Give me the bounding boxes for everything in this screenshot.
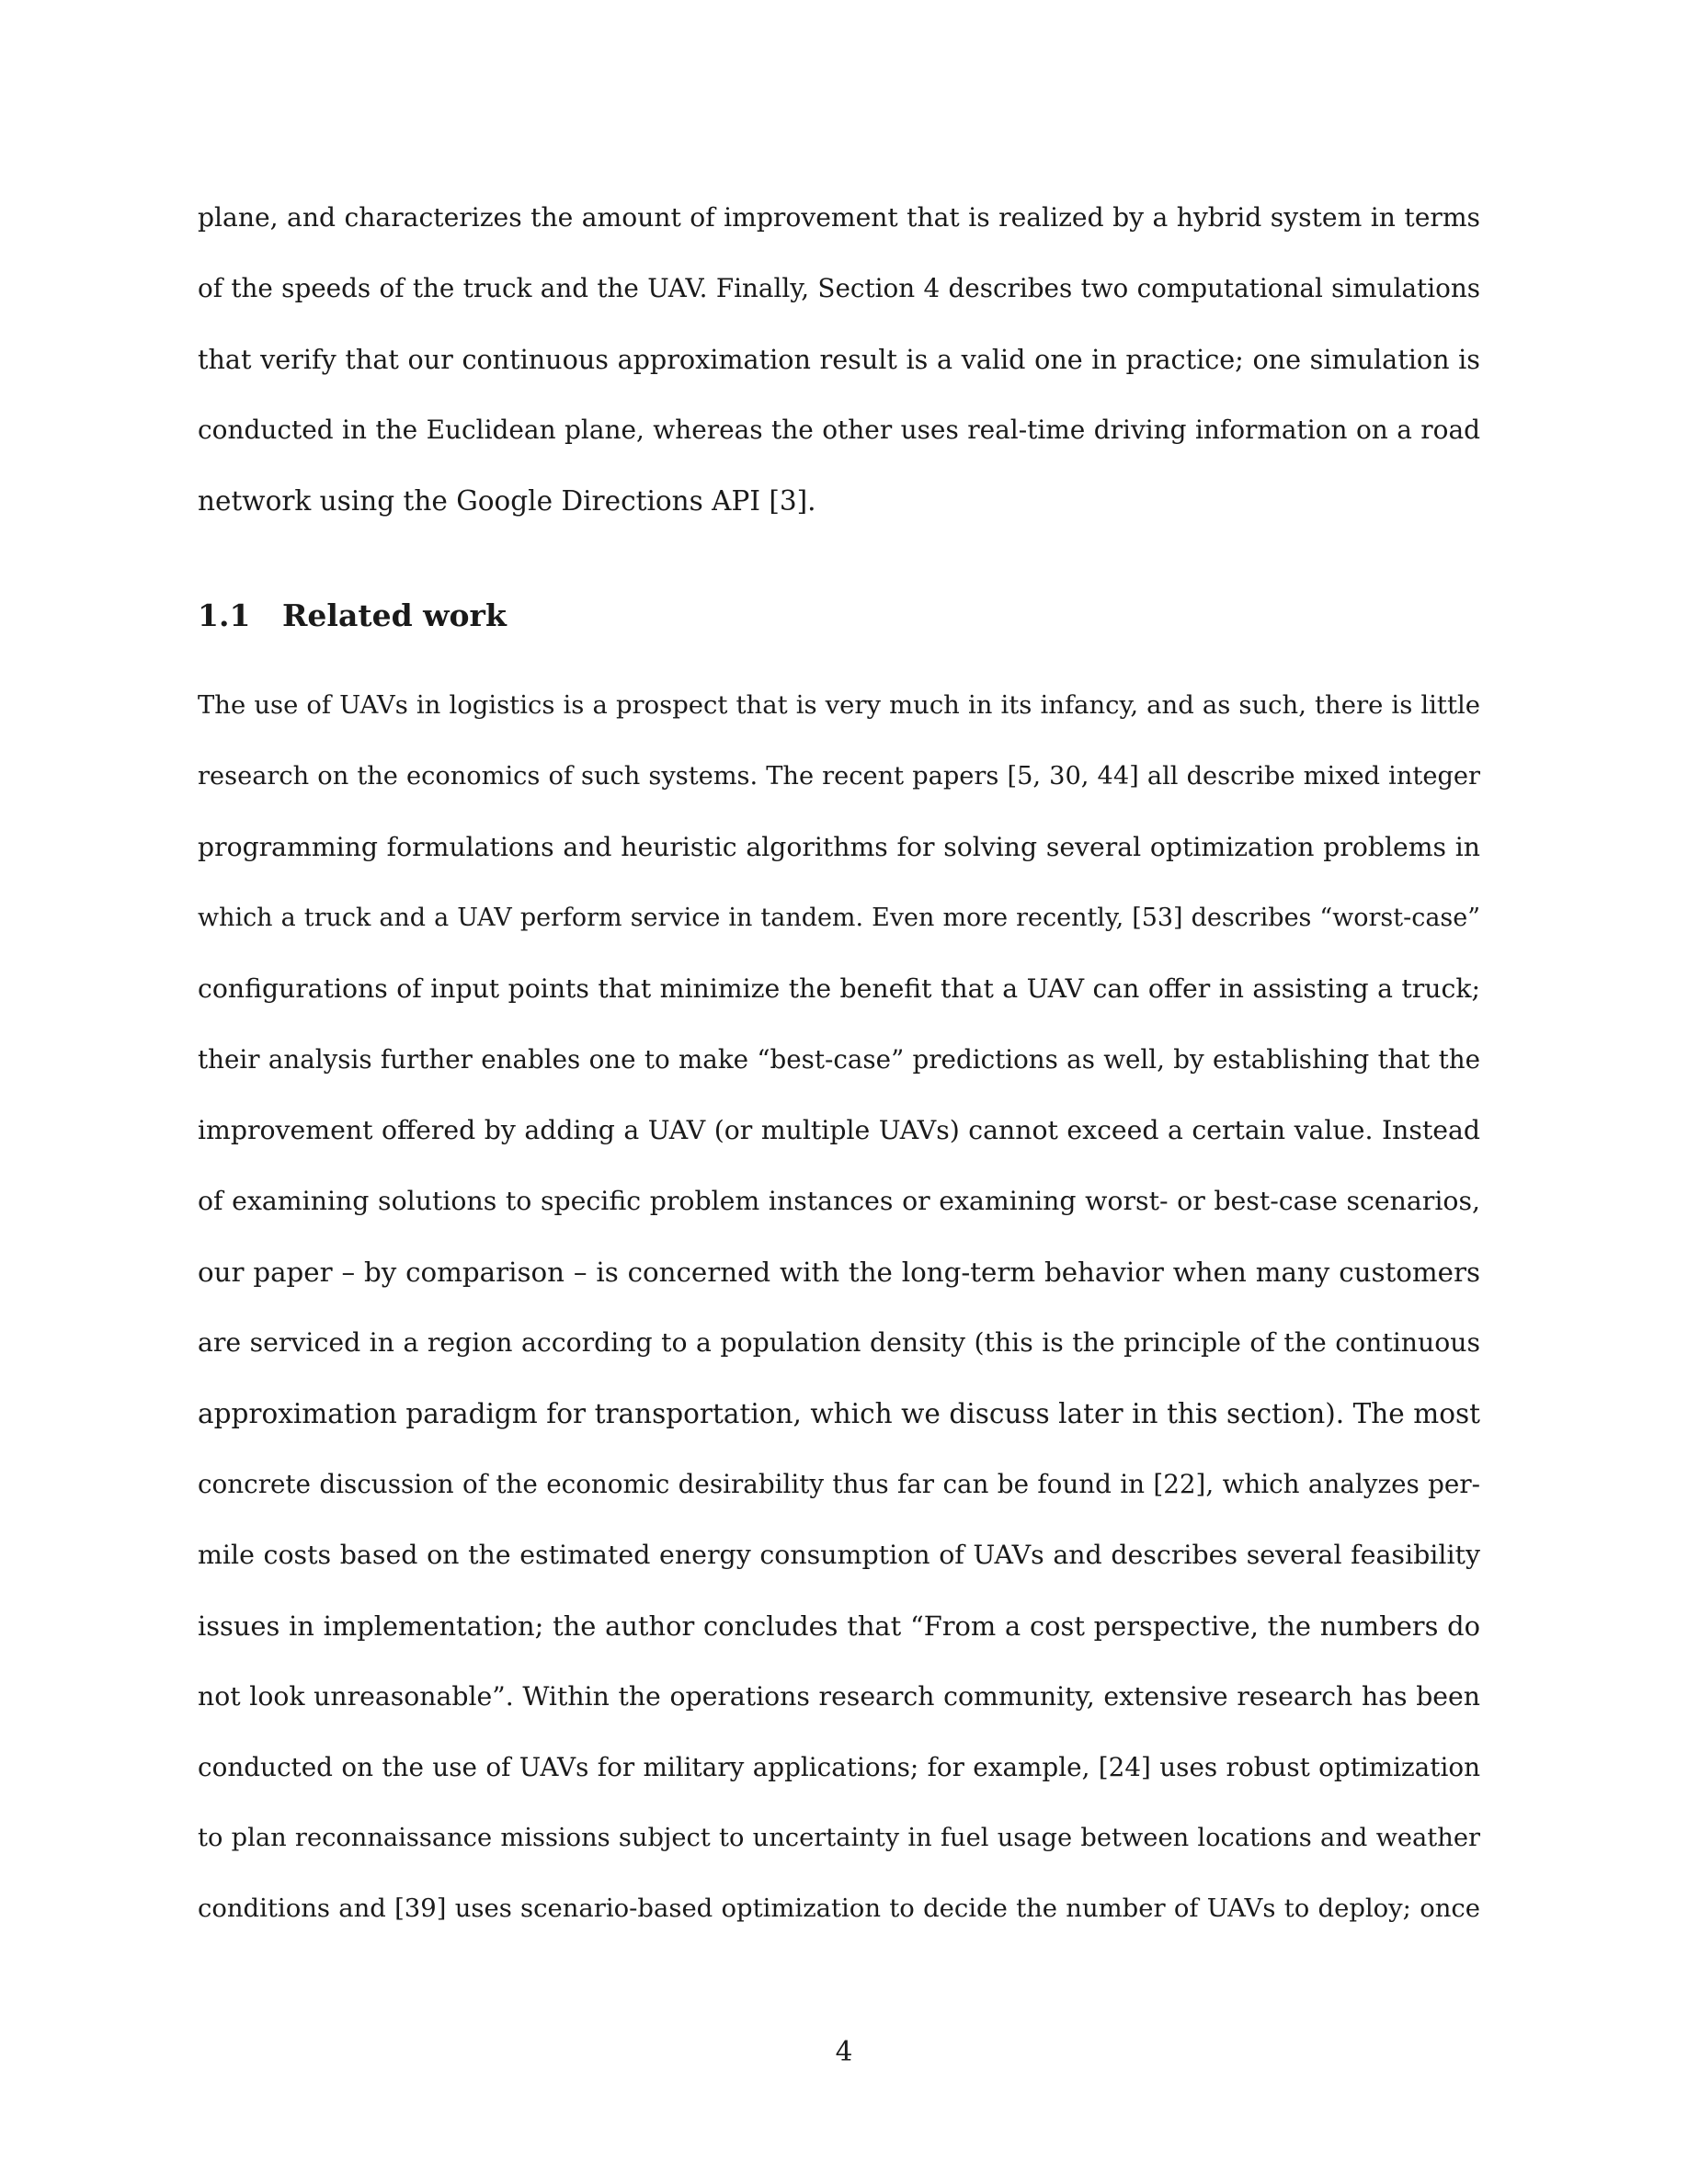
related-line-12: concrete discussion of the economic desirability thus far can be found in [22], which analyzes per- [198,1469,1480,1499]
related-line-4: which a truck and a UAV perform service in tandem. Even more recently, [53] describes “worst-case” [198,904,1480,932]
page-number: 4 [835,2036,853,2067]
related-line-10: are serviced in a region according to a population density (this is the principle of the continuous [198,1327,1480,1358]
section-heading [198,596,507,636]
related-line-16: conducted on the use of UAVs for military applications; for example, [24] uses robust optimization [198,1752,1480,1782]
related-line-13: mile costs based on the estimated energy consumption of UAVs and describes several feasibility [198,1540,1480,1570]
intro-line-1: plane, and characterizes the amount of improvement that is realized by a hybrid system in terms [198,202,1480,233]
related-line-5: configurations of input points that minimize the benefit that a UAV can offer in assisting a truck; [198,973,1480,1004]
related-line-9: our paper – by comparison – is concerned with the long-term behavior when many customers [198,1257,1480,1288]
section-number: 1.1 [198,597,251,633]
related-line-6: their analysis further enables one to make “best-case” predictions as well, by establishing that the [198,1044,1480,1075]
related-line-2: research on the economics of such systems. The recent papers [5, 30, 44] all describe mixed integer [198,762,1480,791]
related-line-15: not look unreasonable”. Within the operations research community, extensive research has been [198,1681,1480,1712]
intro-line-4: conducted in the Euclidean plane, whereas the other uses real-time driving information on a road [198,415,1480,445]
related-line-14: issues in implementation; the author concludes that “From a cost perspective, the numbers do [198,1610,1480,1642]
related-line-7: improvement offered by adding a UAV (or multiple UAVs) cannot exceed a certain value. Instead [198,1115,1480,1145]
related-line-3: programming formulations and heuristic algorithms for solving several optimization problems in [198,832,1480,862]
related-line-8: of examining solutions to specific problem instances or examining worst- or best-case scenarios, [198,1186,1480,1216]
related-line-18: conditions and [39] uses scenario-based optimization to decide the number of UAVs to deploy; once [198,1894,1480,1923]
related-line-17: to plan reconnaissance missions subject to uncertainty in fuel usage between locations and weather [198,1824,1480,1852]
intro-line-3: that verify that our continuous approximation result is a valid one in practice; one simulation is [198,344,1480,375]
section-title: Related work [282,597,507,633]
related-line-11: approximation paradigm for transportation, which we discuss later in this section). The most [198,1398,1480,1429]
intro-line-5: network using the Google Directions API [3]. [198,485,816,517]
intro-line-2: of the speeds of the truck and the UAV. Finally, Section 4 describes two computational simulations [198,273,1480,303]
related-line-1: The use of UAVs in logistics is a prospect that is very much in its infancy, and as such, there is little [198,691,1480,720]
